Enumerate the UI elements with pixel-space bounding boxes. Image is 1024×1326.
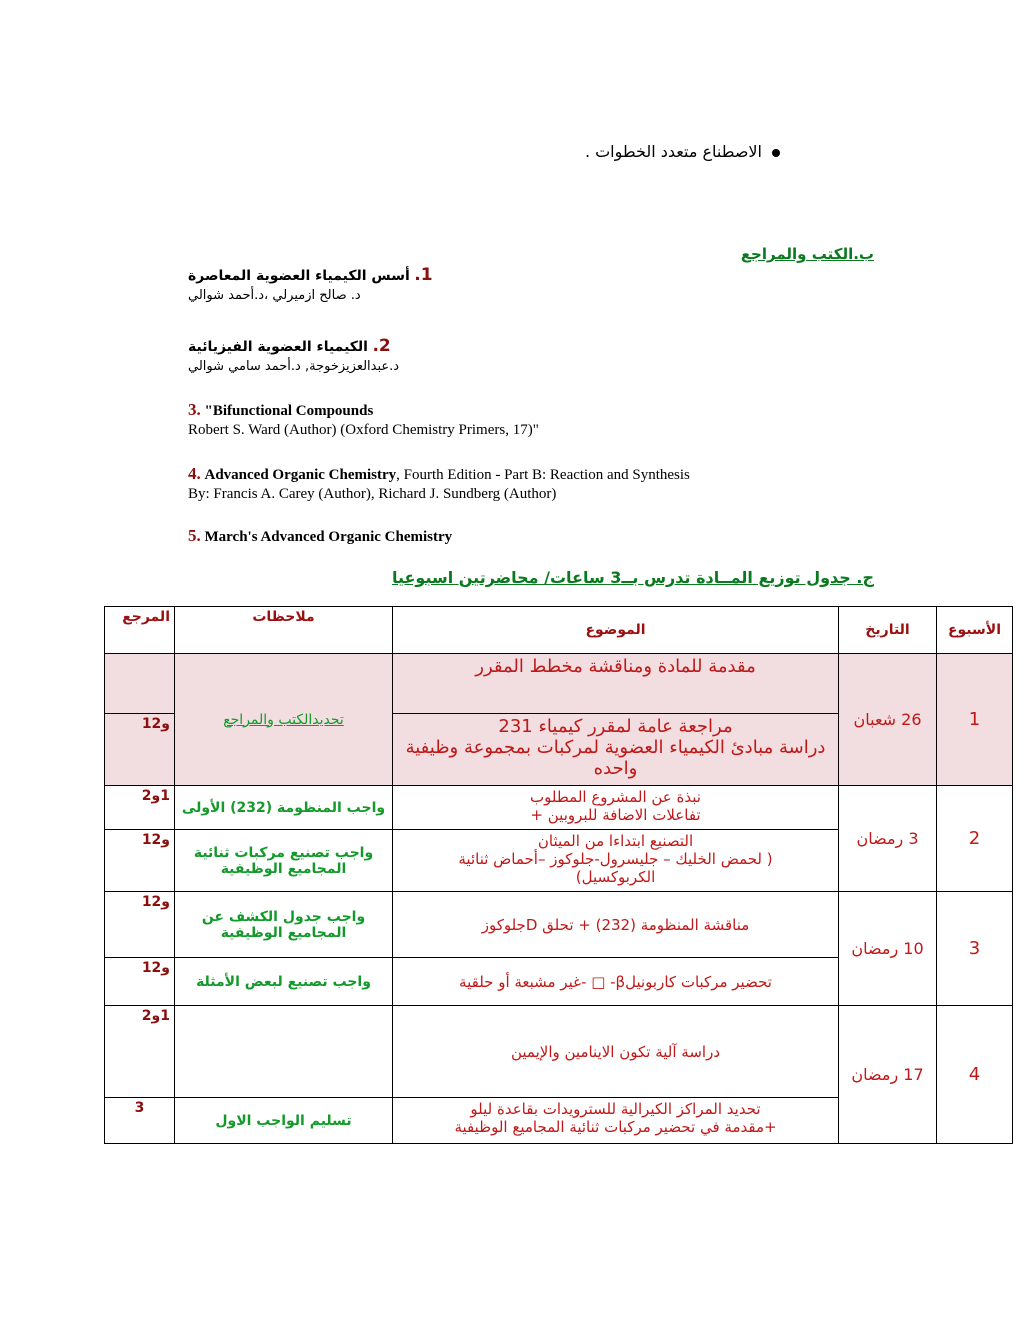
reference-1 bbox=[188, 266, 788, 305]
topic-cell: مقدمة للمادة ومناقشة مخطط المقرر bbox=[393, 654, 839, 714]
ref-cell: 1و2 bbox=[105, 786, 175, 830]
reference-5 bbox=[188, 526, 788, 547]
ref-number: 1. bbox=[414, 265, 433, 285]
ref-title: أسس الكيمياء العضوية المعاصرة bbox=[188, 268, 410, 284]
week-cell: 3 bbox=[937, 892, 1013, 1006]
table-row bbox=[105, 654, 1013, 714]
bullet-dot-icon bbox=[772, 149, 780, 157]
table-row bbox=[105, 892, 1013, 958]
topic-cell: دراسة آلية تكون الاينامين والإيمين bbox=[393, 1006, 839, 1098]
table-row bbox=[105, 1006, 1013, 1098]
ref-authors: Robert S. Ward (Author) (Oxford Chemistry Primers, 17)" bbox=[188, 422, 539, 438]
topic-line: +مقدمة في تحضير مركبات ثنائية المجاميع الوظيفية bbox=[454, 1118, 777, 1136]
topic-cell: مناقشة المنظومة (232) + تحلق Dجلوكوز bbox=[393, 892, 839, 958]
ref-number: 2. bbox=[372, 336, 391, 356]
col-notes: ملاحظات bbox=[175, 607, 393, 654]
topic-line: تحديد المراكز الكيرالية للسترويدات بقاعدة ليلو bbox=[470, 1100, 761, 1118]
date-cell: 3 رمضان bbox=[839, 786, 937, 892]
topic-cell bbox=[393, 714, 839, 786]
ref-cell: و12 bbox=[105, 714, 175, 786]
ref-authors: By: Francis A. Carey (Author), Richard J. Sundberg (Author) bbox=[188, 486, 557, 502]
topic-line: ( لحمض الخليك – جليسرول-جلوكوز –أحماض ثنائية bbox=[458, 850, 773, 868]
notes-cell bbox=[175, 1006, 393, 1098]
schedule-heading: ج. جدول توزيع المــادة تدرس بــ3 ساعات/ محاضرتين اسبوعيا bbox=[391, 568, 874, 587]
bullet-item bbox=[480, 142, 780, 161]
bullet-text: الاصطناع متعدد الخطوات . bbox=[584, 142, 762, 161]
ref-cell: و12 bbox=[105, 830, 175, 892]
ref-authors: د. صالح ازميرلي ،د.أحمد شوالي bbox=[188, 288, 361, 303]
topic-line: تفاعلات الاضافة للبروبين + bbox=[530, 806, 701, 824]
notes-cell: واجب جدول الكشف عن المجاميع الوظيفية bbox=[175, 892, 393, 958]
ref-number: 5. bbox=[188, 526, 201, 545]
col-week: الأسبوع bbox=[937, 607, 1013, 654]
ref-cell bbox=[105, 654, 175, 714]
notes-cell: واجب المنظومة (232) الأولى bbox=[175, 786, 393, 830]
week-cell: 1 bbox=[937, 654, 1013, 786]
ref-cell: و12 bbox=[105, 892, 175, 958]
col-topic: الموضوع bbox=[393, 607, 839, 654]
col-ref: المرجع bbox=[105, 607, 175, 654]
ref-title: الكيمياء العضوية الفيزيائية bbox=[188, 339, 368, 355]
books-heading: ب.الكتب والمراجع bbox=[740, 245, 874, 263]
ref-cell: 1و2 bbox=[105, 1006, 175, 1098]
notes-cell: واجب تصنيع لبعض الأمثلة bbox=[175, 958, 393, 1006]
table-row bbox=[105, 786, 1013, 830]
date-cell: 10 رمضان bbox=[839, 892, 937, 1006]
topic-line: دراسة مبادئ الكيمياء العضوية لمركبات بمجموعة وظيفية واحده bbox=[405, 737, 826, 779]
reference-4 bbox=[188, 464, 828, 504]
notes-cell: واجب تصنيع مركبات ثنائية المجاميع الوظيفية bbox=[175, 830, 393, 892]
topic-line: نبذة عن المشروع المطلوب bbox=[530, 788, 701, 806]
topic-cell bbox=[393, 830, 839, 892]
reference-2 bbox=[188, 337, 788, 376]
topic-cell: تحضير مركبات كاربونيلβ- □ -غير مشبعة أو حلقية bbox=[393, 958, 839, 1006]
ref-title: Advanced Organic Chemistry bbox=[204, 467, 397, 483]
notes-cell: تسليم الواجب الاول bbox=[175, 1098, 393, 1144]
date-cell: 17 رمضان bbox=[839, 1006, 937, 1144]
topic-line: التصنيع ابتداءا من الميثان bbox=[537, 832, 694, 850]
ref-title: March's Advanced Organic Chemistry bbox=[204, 529, 453, 545]
reference-3 bbox=[188, 400, 788, 440]
col-date: التاريخ bbox=[839, 607, 937, 654]
notes-cell: تحديدالكتب والمراجع bbox=[175, 654, 393, 786]
topic-line: الكربوكسيل) bbox=[575, 868, 656, 886]
ref-cell: 3 bbox=[105, 1098, 175, 1144]
week-cell: 2 bbox=[937, 786, 1013, 892]
ref-title: "Bifunctional Compounds bbox=[204, 403, 374, 419]
ref-number: 3. bbox=[188, 400, 201, 419]
topic-line: مراجعة عامة لمقرر كيمياء 231 bbox=[498, 716, 733, 737]
ref-number: 4. bbox=[188, 464, 201, 483]
ref-authors: د.عبدالعزيزخوجة, د.أحمد سامي شوالي bbox=[188, 359, 400, 374]
table-header-row bbox=[105, 607, 1013, 654]
schedule-table bbox=[104, 606, 1013, 1144]
ref-title-rest: , Fourth Edition - Part B: Reaction and Synthesis bbox=[396, 467, 690, 483]
ref-cell: و12 bbox=[105, 958, 175, 1006]
date-cell: 26 شعبان bbox=[839, 654, 937, 786]
week-cell: 4 bbox=[937, 1006, 1013, 1144]
topic-cell bbox=[393, 1098, 839, 1144]
topic-cell bbox=[393, 786, 839, 830]
